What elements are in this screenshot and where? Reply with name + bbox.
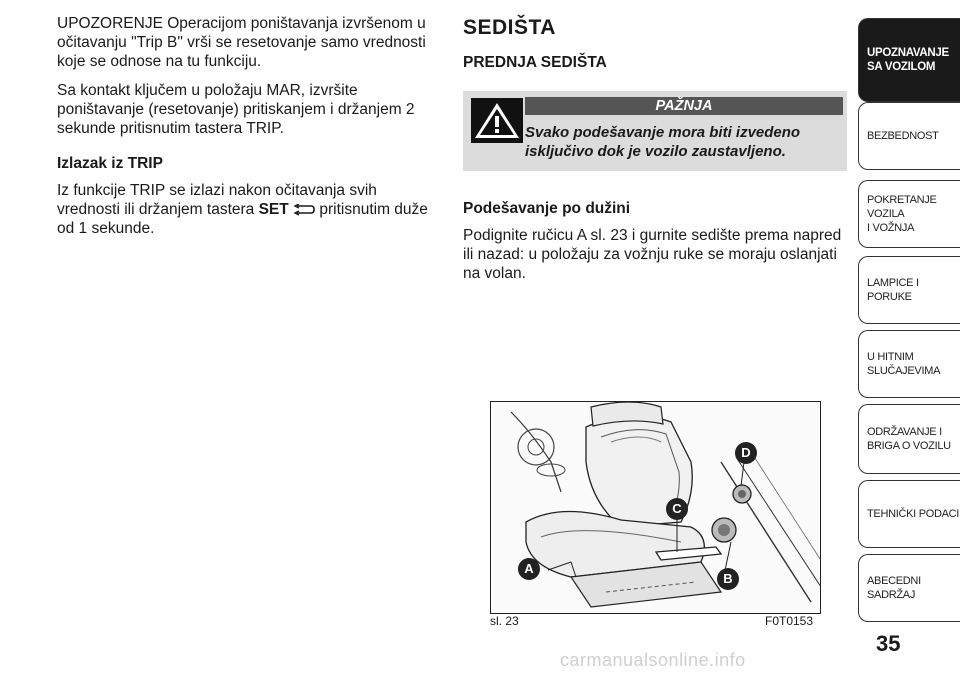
watermark: carmanualsonline.info xyxy=(560,650,746,670)
tab-pokretanje[interactable]: POKRETANJE VOZILA I VOŽNJA xyxy=(858,180,960,248)
label-b: B xyxy=(723,571,733,586)
section-subtitle: PREDNJA SEDIŠTA xyxy=(463,54,607,71)
tab-upoznavanje[interactable]: UPOZNAVANJE SA VOZILOM xyxy=(858,18,960,102)
seat-illustration xyxy=(490,401,821,614)
paragraph-length-adjust: Podignite ručicu A sl. 23 i gurnite sedište prema napred ili nazad: u položaju za vožnju ruke se moraju oslanjati na volan. xyxy=(463,227,842,282)
warning-text: Svako podešavanje mora biti izvedeno isključivo dok je vozilo zaustavljeno. xyxy=(525,124,801,160)
label-b-marker xyxy=(717,568,739,590)
tab-tehnicki-podaci[interactable]: TEHNIČKI PODACI xyxy=(858,480,960,548)
warning-box xyxy=(463,91,847,171)
heading-exit-trip: Izlazak iz TRIP xyxy=(57,155,163,172)
section-title: SEDIŠTA xyxy=(463,16,556,39)
left-column xyxy=(57,14,442,248)
tab-bezbednost[interactable]: BEZBEDNOST xyxy=(858,102,960,170)
paragraph-exit-trip: Iz funkcije TRIP se izlazi nakon očitavanja svih vrednosti ili držanjem tastera SET pritisnutim duže od 1 sekunde. xyxy=(57,182,428,237)
label-d-marker xyxy=(735,442,757,464)
label-c: C xyxy=(672,501,682,516)
set-key-label: SET xyxy=(258,201,289,218)
chapter-tabs xyxy=(858,0,960,678)
page-number: 35 xyxy=(876,631,901,656)
warning-title: PAŽNJA xyxy=(525,97,843,115)
heading-length-adjust: Podešavanje po dužini xyxy=(463,200,631,217)
tab-abecedni-sadrzaj[interactable]: ABECEDNI SADRŽAJ xyxy=(858,554,960,622)
tab-lampice[interactable]: LAMPICE I PORUKE xyxy=(858,256,960,324)
paragraph-reset-instructions: Sa kontakt ključem u položaju MAR, izvršite poništavanje (resetovanje) pritiskanjem i držanjem 2 sekunde pritisnutim tastera TRIP. xyxy=(57,82,415,137)
right-column xyxy=(463,18,848,283)
label-c-marker xyxy=(666,498,688,520)
label-a-marker xyxy=(518,558,540,580)
return-arrow-icon xyxy=(293,204,315,216)
figure-caption: sl. 23 xyxy=(490,614,519,628)
label-a: A xyxy=(524,561,534,576)
tab-hitni-slucajevi[interactable]: U HITNIM SLUČAJEVIMA xyxy=(858,330,960,398)
tab-odrzavanje[interactable]: ODRŽAVANJE I BRIGA O VOZILU xyxy=(858,404,960,474)
seat-drawing xyxy=(491,402,821,614)
figure-code: F0T0153 xyxy=(765,614,814,628)
paragraph-warning-note: UPOZORENJE Operacijom poništavanja izvršenom u očitavanju "Trip B" vrši se resetovanje samo vrednosti koje se odnose na tu funkciju. xyxy=(57,15,426,70)
warning-triangle-icon xyxy=(471,98,523,143)
label-d: D xyxy=(741,445,751,460)
